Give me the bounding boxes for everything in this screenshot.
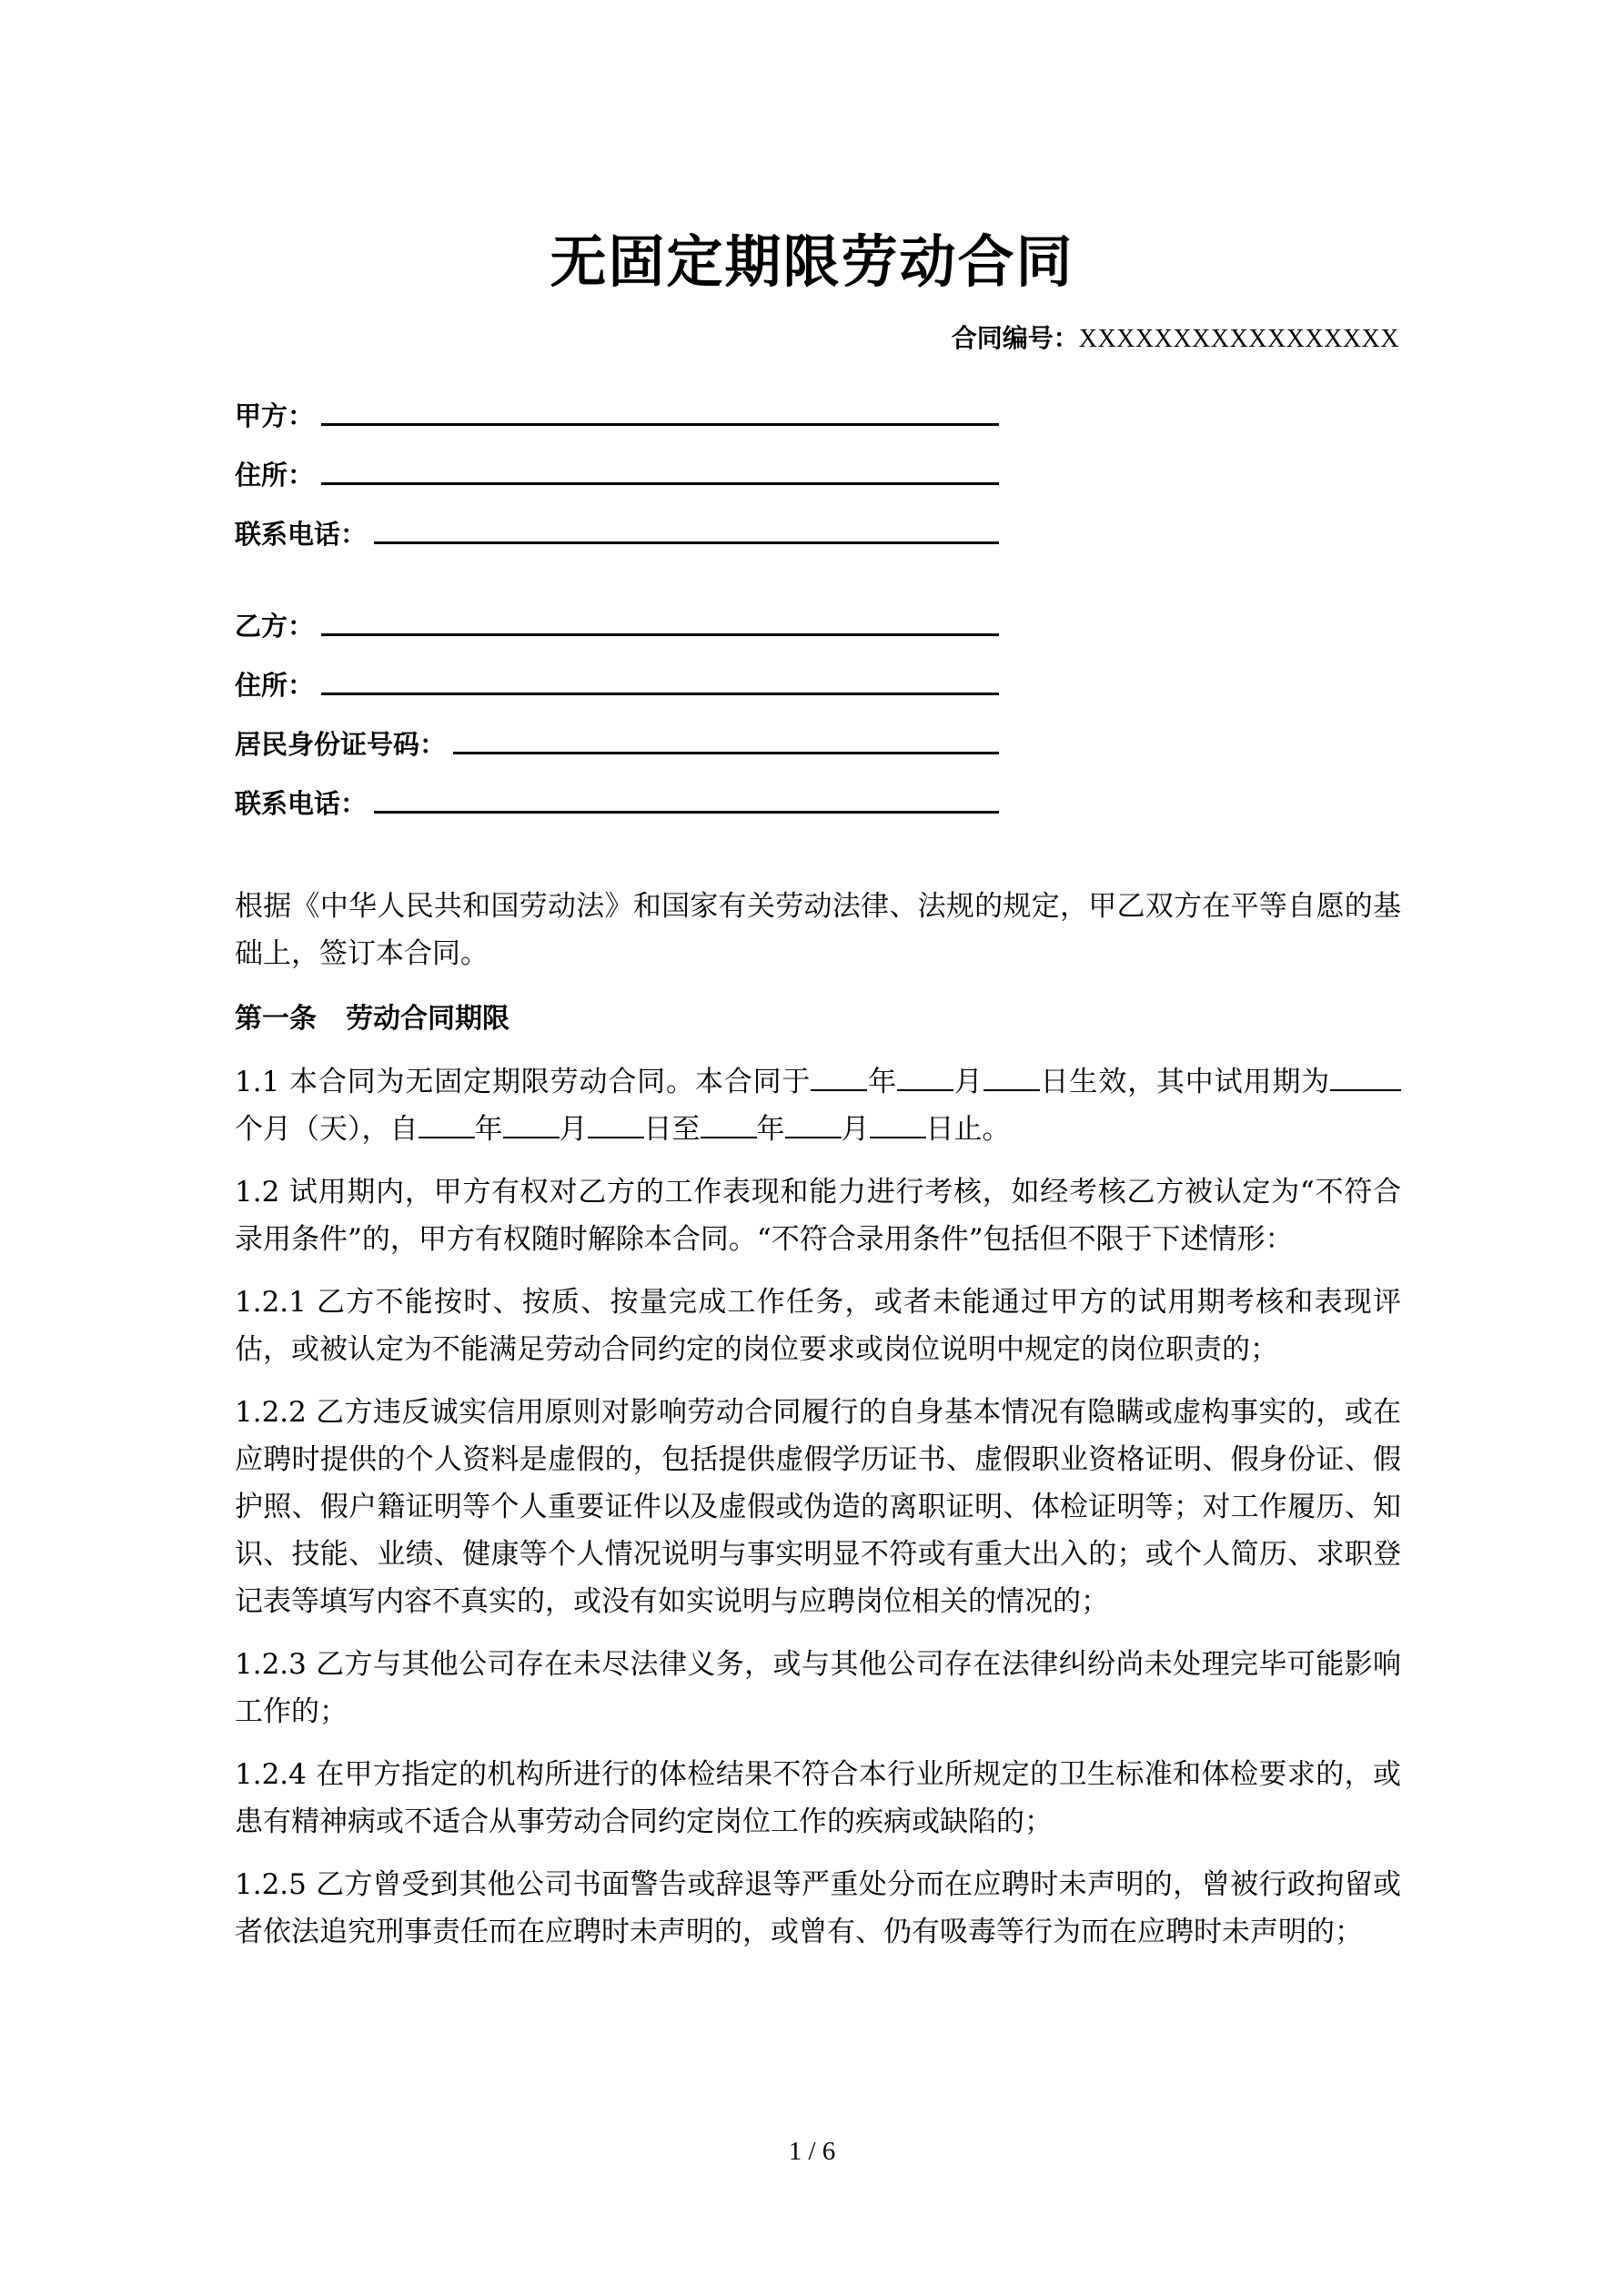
clause-text: 年 <box>474 1113 503 1146</box>
effective-year-blank[interactable] <box>811 1062 867 1091</box>
party-b-address-label: 住所： <box>235 670 315 701</box>
probation-start-day-blank[interactable] <box>588 1109 644 1138</box>
party-b-id-blank[interactable] <box>453 751 999 754</box>
clause-text: 月 <box>953 1066 983 1098</box>
clause-1-2: 1.2 试用期内，甲方有权对乙方的工作表现和能力进行考核，如经考核乙方被认定为“不符合录用条件”的，甲方有权随时解除本合同。“不符合录用条件”包括但不限于下述情形： <box>235 1176 1401 1256</box>
document-title: 无固定期限劳动合同 <box>550 228 1074 295</box>
party-a-address-blank[interactable] <box>321 481 999 485</box>
probation-length-blank[interactable] <box>1330 1062 1401 1091</box>
clause-text: 个月（天），自 <box>235 1113 419 1146</box>
party-b-address-field[interactable] <box>235 663 999 703</box>
clause-1-2-4: 1.2.4 在甲方指定的机构所进行的体检结果不符合本行业所规定的卫生标准和体检要求的，或患有精神病或不适合从事劳动合同约定岗位工作的疾病或缺陷的； <box>235 1758 1401 1838</box>
party-b-phone-field[interactable] <box>235 781 999 821</box>
clause-1-1 <box>235 1058 1401 1153</box>
article-1-title: 劳动合同期限 <box>346 1003 509 1035</box>
party-a-phone-label: 联系电话： <box>235 519 368 550</box>
party-b-name-blank[interactable] <box>321 632 999 636</box>
clause-text: 日至 <box>643 1113 701 1146</box>
article-1-heading <box>235 996 1401 1043</box>
party-a-address-label: 住所： <box>235 460 315 491</box>
party-b-id-field[interactable] <box>235 722 999 762</box>
contract-number-label: 合同编号： <box>951 323 1079 353</box>
effective-day-blank[interactable] <box>983 1062 1040 1091</box>
probation-end-year-blank[interactable] <box>701 1109 757 1138</box>
clause-text: 月 <box>841 1113 870 1146</box>
party-a-name-label: 甲方： <box>235 400 315 431</box>
probation-start-year-blank[interactable] <box>419 1109 475 1138</box>
clause-text: 月 <box>559 1113 588 1146</box>
clause-1-2-3: 1.2.3 乙方与其他公司存在未尽法律义务，或与其他公司存在法律纠纷尚未处理完毕可能影响工作的； <box>235 1648 1401 1728</box>
parties-section <box>235 393 999 840</box>
clause-1-2-5: 1.2.5 乙方曾受到其他公司书面警告或辞退等严重处分而在应聘时未声明的，曾被行政拘留或者依法追究刑事责任而在应聘时未声明的，或曾有、仍有吸毒等行为而在应聘时未声明的； <box>235 1868 1401 1948</box>
clause-text: 日生效，其中试用期为 <box>1039 1066 1331 1098</box>
party-a-phone-blank[interactable] <box>374 541 999 544</box>
article-1-number: 第一条 <box>235 1003 317 1035</box>
probation-start-month-blank[interactable] <box>503 1109 560 1138</box>
clause-text: 年 <box>756 1113 785 1146</box>
party-a-phone-field[interactable] <box>235 511 999 551</box>
clause-text: 日止。 <box>925 1113 1011 1146</box>
party-b-phone-blank[interactable] <box>374 810 999 814</box>
party-a-name-field[interactable] <box>235 393 999 433</box>
party-b-address-blank[interactable] <box>321 692 999 695</box>
probation-end-month-blank[interactable] <box>785 1109 842 1138</box>
preamble-paragraph: 根据《中华人民共和国劳动法》和国家有关劳动法律、法规的规定，甲乙双方在平等自愿的基础上，签订本合同。 <box>235 890 1401 970</box>
clause-text: 1.1 本合同为无固定期限劳动合同。本合同于 <box>235 1066 812 1098</box>
contract-body <box>235 883 1401 1971</box>
party-b-phone-label: 联系电话： <box>235 788 368 819</box>
page-indicator: 1 / 6 <box>788 2137 836 2166</box>
party-a-name-blank[interactable] <box>321 422 999 426</box>
party-a-address-field[interactable] <box>235 452 999 492</box>
party-b-name-field[interactable] <box>235 603 999 643</box>
party-b-id-label: 居民身份证号码： <box>235 729 447 760</box>
probation-end-day-blank[interactable] <box>870 1109 926 1138</box>
effective-month-blank[interactable] <box>897 1062 953 1091</box>
contract-number-value: XXXXXXXXXXXXXXXXX <box>1078 325 1399 353</box>
party-b-name-label: 乙方： <box>235 611 315 642</box>
clause-1-2-2: 1.2.2 乙方违反诚实信用原则对影响劳动合同履行的自身基本情况有隐瞒或虚构事实的，或在应聘时提供的个人资料是虚假的，包括提供虚假学历证书、虚假职业资格证明、假身份证、假护照、假户籍证明等个人重要证件以及虚假或伪造的离职证明、体检证明等；对工作履历、知识、技能、业绩、健康等个人情况说明与事实明显不符或有重大出入的；或个人简历、求职登记表等填写内容不真实的，或没有如实说明与应聘岗位相关的情况的； <box>235 1396 1401 1618</box>
clause-text: 年 <box>867 1066 897 1098</box>
clause-1-2-1: 1.2.1 乙方不能按时、按质、按量完成工作任务，或者未能通过甲方的试用期考核和表现评估，或被认定为不能满足劳动合同约定的岗位要求或岗位说明中规定的岗位职责的； <box>235 1286 1401 1366</box>
contract-number <box>952 319 1399 355</box>
